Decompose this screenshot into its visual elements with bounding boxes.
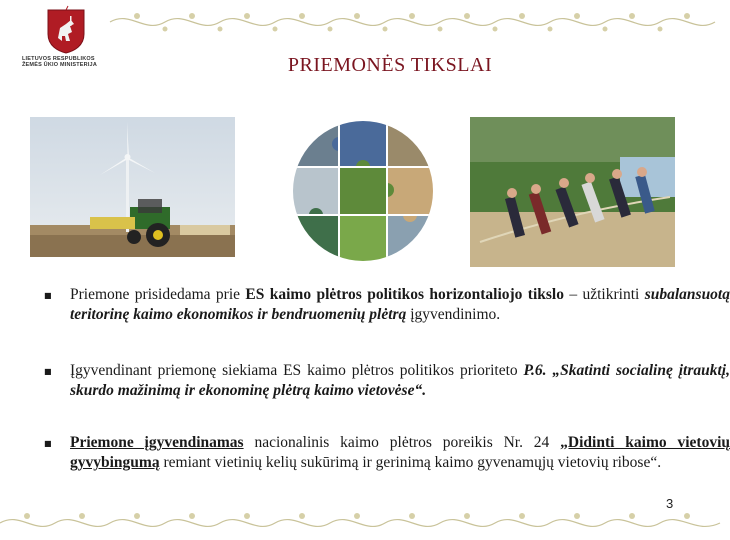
bullet-marker-icon: ■ <box>44 367 52 376</box>
page-number: 3 <box>666 496 674 511</box>
bullet2-text-a: Įgyvendinant priemonę siekiama ES kaimo plėtros politikos prioriteto <box>70 362 524 379</box>
ministry-name-line1: LIETUVOS RESPUBLIKOS <box>22 56 95 62</box>
bullet3-text-c: „Didinti kaimo vietovių gyvybingumą <box>70 434 730 471</box>
bullet1-text-b: ES kaimo plėtros politikos horizontaliojo tikslo <box>245 286 564 303</box>
tug-of-war-photo <box>470 117 675 267</box>
vytis-crest-icon <box>46 8 86 54</box>
bullet1-text-a: Priemone prisidedama prie <box>70 286 246 303</box>
ornament-border-bottom <box>0 508 720 538</box>
bullet-item-1 <box>40 285 730 325</box>
bullet1-text-d: subalansuotą teritorinę kaimo ekonomikos ir bendruomenių plėtrą <box>70 286 730 323</box>
bullet3-text-b: nacionalinis kaimo plėtros poreikis Nr. 24 <box>243 434 561 451</box>
puzzle-collage-icon <box>292 120 434 262</box>
ministry-logo <box>18 8 118 73</box>
bullet1-text-c: – užtikrinti <box>563 286 645 303</box>
bullet3-text-d: remiant vietinių kelių sukūrimą ir gerinimą kaimo gyvenamųjų vietovių ribose“. <box>159 454 662 471</box>
bullet-item-3 <box>40 433 730 473</box>
ministry-name-line2: ŽEMĖS ŪKIO MINISTERIJA <box>22 62 97 68</box>
wind-turbine-tractor-photo <box>30 117 235 257</box>
ornament-border-top <box>110 8 715 36</box>
bullet-marker-icon: ■ <box>44 291 52 300</box>
bullet-item-2 <box>40 361 730 401</box>
ministry-name <box>22 56 132 68</box>
bullet2-text-b: P.6. „Skatinti socialinę įtrauktį, skurdo mažinimą ir ekonominę plėtrą kaimo vietovėse“. <box>70 362 730 399</box>
slide-title: PRIEMONĖS TIKSLAI <box>287 54 493 76</box>
bullet-marker-icon: ■ <box>44 439 52 448</box>
bullet3-text-a: Priemone įgyvendinamas <box>70 434 244 451</box>
bullet1-text-e: įgyvendinimo. <box>406 306 501 323</box>
